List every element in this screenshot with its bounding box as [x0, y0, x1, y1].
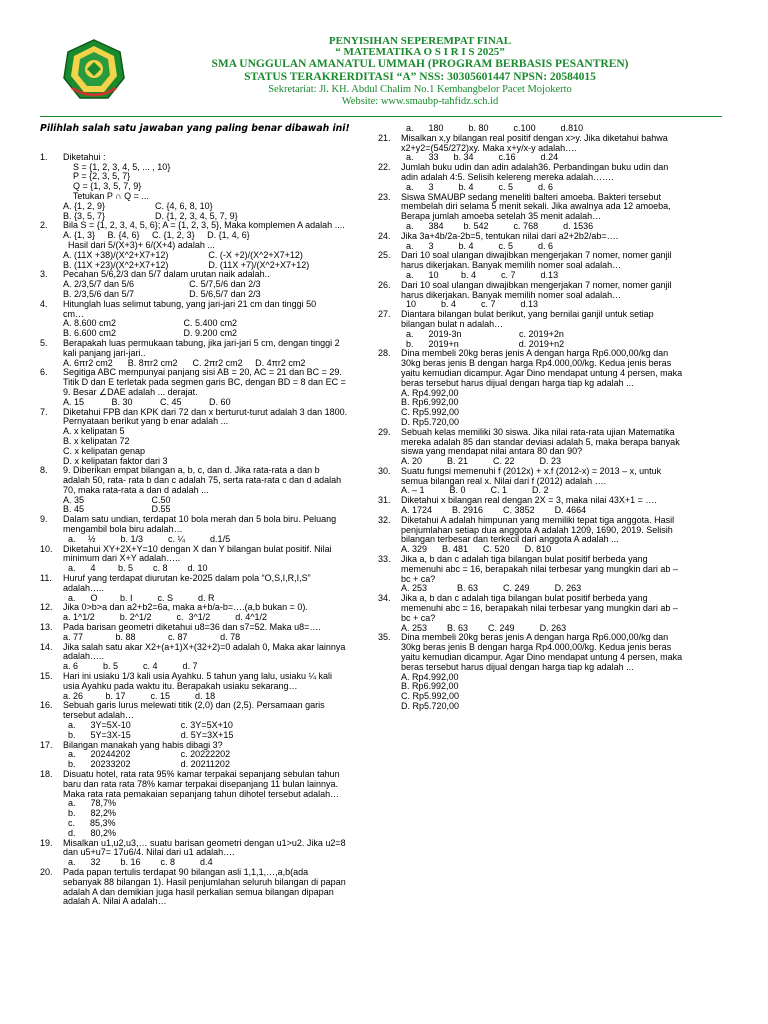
question-body [63, 545, 360, 574]
question-body [63, 300, 360, 339]
header-line-1: PENYISIHAN SEPEREMPAT FINAL [328, 35, 512, 47]
question-item [40, 408, 360, 467]
question-number: 28. [378, 348, 391, 359]
question-item [40, 270, 360, 299]
question-item [40, 545, 360, 574]
question-item [378, 428, 728, 467]
question-line: A. 253 B. 63 C. 249 D. 263 [401, 583, 582, 594]
question-line: a. 3 b. 4 c. 5 d. 6 [401, 181, 554, 192]
question-line: Pecahan 5/6,2/3 dan 5/7 dalam urutan naik adalah.. [63, 269, 270, 280]
question-body [401, 281, 728, 310]
question-line: membelah diri selama 5 menit sekali. Jika awalnya ada 12 amoeba, [401, 201, 671, 212]
question-body [63, 701, 360, 740]
question-line: adalah A dan demikian juga hasil perkalian semua bilangan dipapan [63, 886, 334, 897]
question-item [40, 741, 360, 770]
question-line: beras tersebut harus dijual dengan harga tiap kg adalah ... [401, 661, 634, 672]
question-item [40, 515, 360, 544]
question-line: Berapakah luas permukaan tabung, jika jari-jari 5 cm, dengan tinggi 2 [63, 337, 340, 348]
question-line: adalah….. [63, 582, 105, 593]
question-body [63, 270, 360, 299]
question-item [378, 251, 728, 280]
question-item [378, 193, 728, 232]
question-item [378, 633, 728, 711]
question-line: C. Rp5.992,00 [401, 407, 460, 418]
question-body [401, 594, 728, 633]
question-line: Jika a, b dan c adalah tiga bilangan bulat positif berbeda yang [401, 554, 648, 565]
header-divider [40, 116, 722, 117]
question-line: a. 33 b. 34 c.16 d.24 [401, 152, 559, 163]
question-body [63, 839, 360, 868]
question-number: 3. [40, 269, 48, 280]
question-line: D. Rp5.720,00 [401, 701, 460, 712]
right-column [378, 124, 728, 712]
question-line: memenuhi abc = 16, berapakah nilai terbesar yang mungkin dari ab – [401, 603, 678, 614]
question-number: 29. [378, 426, 391, 437]
question-number: 1. [40, 151, 48, 162]
question-line: Dina membeli 20kg beras jenis A dengan harga Rp6.000,00/kg dan [401, 348, 669, 359]
question-line: Hitunglah luas selimut tabung, yang jari-jari 21 cm dan tinggi 50 [63, 298, 317, 309]
question-line: adalah….. [63, 651, 105, 662]
question-line: baru dan rata rata 78% kamar terpakai disepanjang 11 bulan lainnya. [63, 778, 339, 789]
question-item [378, 310, 728, 349]
question-body [63, 770, 360, 839]
question-line: Jika salah satu akar X2+(a+1)X+(32+2)=0 adalah 0, Maka akar lainnya [63, 641, 346, 652]
question-line: Misalkan u1,u2,u3,… suatu barisan geometri dengan u1>u2. Jika u2=8 [63, 837, 346, 848]
question-line: A. 35 C.50 [63, 494, 171, 505]
question-line: B. 45 D.55 [63, 504, 171, 515]
question-body [401, 496, 728, 516]
question-line: a. 26 b. 17 c. 15 d. 18 [63, 690, 216, 701]
question-line: bilangan bulat n adalah… [401, 318, 504, 329]
question-line: a. 32 b. 16 c. 8 d.4 [63, 857, 213, 868]
question-line: P = {2, 3, 5, 7} [63, 171, 131, 182]
question-line: B. 6.600 cm2 D. 9.200 cm2 [63, 328, 238, 339]
question-number: 24. [378, 230, 391, 241]
question-line: memenuhi abc = 16, berapakah nilai terbesar yang mungkin dari ab – [401, 563, 678, 574]
question-number: 27. [378, 309, 391, 320]
question-line: a. 78,7% [63, 798, 117, 809]
question-body [401, 349, 728, 427]
question-line: d. 80,2% [63, 827, 117, 838]
question-number: 22. [378, 162, 391, 173]
question-item [40, 770, 360, 839]
question-body [63, 741, 360, 770]
question-item [40, 466, 360, 515]
question-line: siswa yang mendapat nilai antara 80 dan 90? [401, 446, 583, 457]
question-body [401, 134, 728, 163]
question-number: 21. [378, 132, 391, 143]
question-line: b. 5Y=3X-15 d. 5Y=3X+15 [63, 729, 234, 740]
question-number: 6. [40, 367, 48, 378]
question-line: b. 20233202 d. 20211202 [63, 759, 230, 770]
question-line: a. ½ b. 1/3 c. ¼ d.1/5 [63, 533, 231, 544]
question-body [63, 153, 360, 222]
question-item [378, 496, 728, 516]
question-line: Dalam satu undian, terdapat 10 bola merah dan 5 bola biru. Peluang [63, 514, 337, 525]
question-line: harus dikerjakan. Banyak memilih nomer soal adalah… [401, 260, 622, 271]
question-line: Pada barisan geometri diketahui u8=36 dan s7=52. Maka u8=…. [63, 622, 321, 633]
question-item [40, 623, 360, 643]
question-item [40, 339, 360, 368]
question-item [40, 368, 360, 407]
question-number: 19. [40, 837, 53, 848]
question-line: Diketahui : [63, 151, 106, 162]
question-body [63, 623, 360, 643]
question-body [63, 574, 360, 603]
question-number: 11. [40, 573, 52, 584]
question-item [40, 153, 360, 222]
question-line: a. 10 b. 4 c. 7 d.13 [401, 269, 559, 280]
question-line: 10 b. 4 c. 7 d.13 [401, 299, 539, 310]
question-line: 9. Besar ∠DAE adalah ... derajat. [63, 386, 198, 397]
question-line: A. 2/3,5/7 dan 5/6 C. 5/7,5/6 dan 2/3 [63, 279, 261, 290]
question-item [378, 467, 728, 496]
question-item [40, 672, 360, 701]
question-item [378, 163, 728, 192]
question-line: mereka adalah 85 dan standar deviasi adalah 5, maka berapa banyak [401, 436, 680, 447]
question-line: A. – 1 B. 0 C. 1 D. 2 [401, 485, 549, 496]
question-line: usia Ayahku pada waktu itu. Berapakah usiaku sekarang… [63, 680, 298, 691]
question-body [63, 408, 360, 467]
question-line: b. 2019+n d. 2019+n2 [401, 338, 565, 349]
question-item [378, 232, 728, 252]
option-line: a. 180 b. 80 c.100 d.810 [401, 123, 584, 133]
question-line: a. 20244202 c. 20222202 [63, 749, 231, 760]
question-line: semua bilangan real x. Nilai dari f (2012) adalah …. [401, 475, 607, 486]
question-line: Huruf yang terdapat diurutan ke-2025 dalam pola “O,S,I,R,I,S” [63, 573, 311, 584]
question-item [378, 516, 728, 555]
question-line: A. 253 B. 63 C. 249 D. 263 [401, 622, 567, 633]
header-line-4: STATUS TERAKRERDITASI “A” NSS: 30305601447 NPSN: 20584015 [244, 71, 596, 83]
question-line: Pada papan tertulis terdapat 90 bilangan asli 1,1,1,…,a,b(ada [63, 866, 309, 877]
question-line: C. x kelipatan genap [63, 445, 146, 456]
question-line: Segitiga ABC mempunyai panjang sisi AB = 20, AC = 21 dan BC = 29. [63, 367, 342, 378]
question-number: 20. [40, 866, 53, 877]
question-item [40, 300, 360, 339]
question-line: B. Rp6.992,00 [401, 681, 459, 692]
question-line: Bila S = {1, 2, 3, 4, 5, 6}; A = {1, 2, 3, 5}, Maka komplemen A adalah .... [63, 220, 345, 231]
question-line: 9. Diberikan empat bilangan a, b, c, dan d. Jika rata-rata a dan b [63, 465, 320, 476]
question-item [40, 701, 360, 740]
question-line: a. 2019-3n c. 2019+2n [401, 328, 564, 339]
question-line: A. 6πr2 cm2 B. 8πr2 cm2 C. 2πr2 cm2 D. 4πr2 cm2 [63, 357, 306, 368]
question-line: A. 8.600 cm2 C. 5.400 cm2 [63, 318, 238, 329]
question-line: Jika 0>b>a dan a2+b2=6a, maka a+b/a-b=….(a,b bukan = 0). [63, 602, 308, 613]
question-line: minimum dari X+Y adalah….. [63, 553, 181, 564]
question-body [63, 643, 360, 672]
question-number: 33. [378, 554, 391, 565]
question-line: B. Rp6.992,00 [401, 397, 459, 408]
question-number: 7. [40, 406, 48, 417]
question-body [401, 251, 728, 280]
question-line: a. 77 b. 88 c. 87 d. 78 [63, 631, 241, 642]
question-number: 5. [40, 337, 48, 348]
question-line: Maka rata rata pemakaian sepanjang tahun dihotel tersebut adalah… [63, 788, 340, 799]
question-line: harus dikerjakan. Banyak memilih nomer soal adalah… [401, 289, 622, 300]
question-line: A. 329 B. 481 C. 520 D. 810 [401, 544, 552, 555]
question-line: Berapa jumlah amoeba setelah 35 menit adalah… [401, 211, 602, 222]
question-line: dan u5+u7= 17u6/4. Nilai dari u1 adalah…. [63, 847, 235, 858]
question-line: Dari 10 soal ulangan diwajibkan mengerjakan 7 nomer, nomer ganjil [401, 279, 672, 290]
header-line-5: Sekretariat: Jl. KH. Abdul Chalim No.1 Kembangbelor Pacet Mojokerto [268, 84, 572, 95]
header-line-2: “ MATEMATIKA O S I R I S 2025” [335, 46, 505, 58]
question-line: A. 15 B. 30 C. 45 D. 60 [63, 396, 231, 407]
question-line: Sebuah kelas memiliki 30 siswa. Jika nilai rata-rata ujian Matematika [401, 426, 675, 437]
question-line: Pernyataan berikut yang b enar adalah ... [63, 416, 229, 427]
question-line: Diantara bilangan bulat berikut, yang bernilai ganjil untuk setiap [401, 309, 654, 320]
question-line: x2+y2=(545/272)xy. Maka x+y/x-y adalah…. [401, 142, 577, 153]
question-line: Jika 3a+4b/2a-2b=5, tentukan nilai dari a2+2b2/ab=…. [401, 230, 619, 241]
question-body [401, 193, 728, 232]
question-line: A. Rp4.992,00 [401, 671, 459, 682]
question-line: b. 82,2% [63, 808, 117, 819]
question-line: bc + ca? [401, 573, 436, 584]
question-number: 18. [40, 769, 53, 779]
question-body [401, 232, 728, 252]
question-line: Suatu fungsi memenuhi f (2012x) + x.f (2012-x) = 2013 – x, untuk [401, 465, 662, 476]
question-line: Siswa SMAUBP sedang meneliti balteri amoeba. Bakteri tersebut [401, 191, 661, 202]
question-number: 32. [378, 514, 391, 525]
question-line: kali panjang jari-jari.. [63, 347, 146, 358]
question-number: 17. [40, 739, 53, 750]
question-line: beras tersebut harus dijual dengan harga tiap kg adalah ... [401, 377, 634, 388]
question-line: 30kg beras jenis B dengan harga Rp4.000,00/kg. Kedua jenis beras [401, 642, 672, 653]
question-line: adin adalah 4:5. Selisih kelereng mereka adalah……. [401, 171, 614, 182]
question-line: A. 20 B. 21 C. 22 D. 23 [401, 456, 562, 467]
question-item [40, 643, 360, 672]
question-line: tersebut adalah… [63, 710, 135, 721]
question-line: 30kg beras jenis B dengan harga Rp4.000,00/kg. Kedua jenis beras [401, 358, 672, 369]
question-item [40, 868, 360, 907]
question-line: Misalkan x,y bilangan real positif dengan x>y. Jika diketahui bahwa [401, 132, 668, 143]
question-item [378, 555, 728, 594]
question-line: A. (11X +38)/(X^2+X7+12) C. (-X +2)/(X^2+X7+12) [63, 249, 303, 260]
question-line: bilangan terbesar dan terkecil dari anggota A adalah ... [401, 534, 619, 545]
question-body [63, 515, 360, 544]
question-line: adalah A. Nilai A adalah… [63, 896, 167, 907]
question-line: D. Rp5.720,00 [401, 416, 460, 427]
question-number: 26. [378, 279, 391, 290]
question-line: adalah 50, rata- rata b dan c adalah 75, serta rata-rata c dan d adalah [63, 475, 342, 486]
header-line-6: Website: www.smaubp-tahfidz.sch.id [341, 96, 499, 107]
question-line: Tetukan P ∩ Q = ... [63, 190, 149, 201]
question-number: 25. [378, 250, 391, 261]
question-number: 9. [40, 514, 48, 525]
question-line: bc + ca? [401, 612, 436, 623]
question-body [63, 868, 360, 907]
question-line: D. x kelipatan faktor dari 3 [63, 455, 168, 466]
question-item [40, 839, 360, 868]
question-body [401, 163, 728, 192]
question-line: Sebuah garis lurus melewati titik (2,0) dan (2,5). Persamaan garis [63, 700, 325, 711]
question-line: penjumlahan setiap dua anggota A adalah 1209, 1690, 2019. Selisih [401, 524, 673, 535]
question-number: 16. [40, 700, 53, 711]
question-line: Diketahui A adalah himpunan yang memiliki tepat tiga anggota. Hasil [401, 514, 675, 525]
question-line: a. 3 b. 4 c. 5 d. 6 [401, 240, 554, 251]
question-line: sebanyak 88 bilangan 1). Hasil penjumlahan seluruh bilangan di papan [63, 876, 346, 887]
question-number: 30. [378, 465, 391, 476]
question-body [63, 221, 360, 270]
question-line: Hasil dari 5/(X+3)+ 6/(X+4) adalah ... [63, 239, 215, 250]
question-line: a. 3Y=5X-10 c. 3Y=5X+10 [63, 720, 233, 731]
question-line: A. x kelipatan 5 [63, 426, 125, 437]
question-body [63, 368, 360, 407]
question-line: c. 85,3% [63, 817, 116, 828]
question-line: S = {1, 2, 3, 4, 5, ... , 10} [63, 161, 171, 172]
question-body [63, 603, 360, 623]
question-number: 15. [40, 671, 53, 682]
question-line: Jumlah buku udin dan adin adalah36. Perbandingan buku udin dan [401, 162, 669, 173]
question-body [401, 467, 728, 496]
question-number: 13. [40, 622, 53, 633]
question-number: 10. [40, 543, 53, 554]
school-logo-icon [62, 38, 126, 102]
question-line: a. 6 b. 5 c. 4 d. 7 [63, 661, 198, 672]
question-body [63, 672, 360, 701]
question-number: 23. [378, 191, 391, 202]
question-line: yaitu kemudian dicampur. Agar Dino mendapat untung 4 persen, maka [401, 652, 683, 663]
question-line: Diketahui FPB dan KPK dari 72 dan x berturut-turut adalah 3 dan 1800. [63, 406, 348, 417]
question-body [401, 633, 728, 711]
question-line: a. 4 b. 5 c. 8 d. 10 [63, 563, 208, 574]
question-body [401, 428, 728, 467]
question-line: C. Rp5.992,00 [401, 691, 460, 702]
question-line: Titik D dan E terletak pada segmen garis BC, dengan BD = 8 dan EC = [63, 377, 346, 388]
left-column [40, 124, 360, 907]
question-line: Disuatu hotel, rata rata 95% kamar terpakai sepanjang sebulan tahun [63, 769, 340, 779]
question-line: a. O b. I c. S d. R [63, 592, 215, 603]
question-line: Bilangan manakah yang habis dibagi 3? [63, 739, 223, 750]
question-number: 8. [40, 465, 48, 476]
question-body [63, 339, 360, 368]
question-line: A. {1, 2, 9} C. {4, 6, 8, 10} [63, 200, 213, 211]
header-line-3: SMA UNGGULAN AMANATUL UMMAH (PROGRAM BERBASIS PESANTREN) [211, 58, 629, 70]
question-body [401, 310, 728, 349]
question-number: 4. [40, 298, 48, 309]
question-line: B. 2/3,5/6 dan 5/7 D. 5/6,5/7 dan 2/3 [63, 288, 261, 299]
question-number: 2. [40, 220, 48, 231]
question-item [378, 134, 728, 163]
question-line: A. {1, 3} B. {4, 6} C. {1, 2, 3} D. {1, 4, 6} [63, 230, 250, 241]
question-body [63, 466, 360, 515]
question-item [378, 594, 728, 633]
question-line: Dina membeli 20kg beras jenis A dengan harga Rp6.000,00/kg dan [401, 632, 669, 643]
question-line: B. {3, 5, 7} D. {1, 2, 3, 4, 5, 7, 9} [63, 210, 238, 221]
question-line: cm… [63, 308, 84, 319]
question-line: a. 384 b. 542 c. 768 d. 1536 [401, 220, 594, 231]
question-item [40, 574, 360, 603]
question-line: A. 1724 B. 2916 C. 3852 D. 4664 [401, 505, 587, 516]
question-item [378, 349, 728, 427]
question-item [40, 603, 360, 623]
question-number: 12. [40, 602, 53, 613]
letterhead [0, 0, 768, 118]
question-line: 70, maka rata-rata a dan d adalah ... [63, 484, 209, 495]
question-number: 31. [378, 495, 391, 506]
question-line: Hari ini usiaku 1/3 kali usia Ayahku. 5 tahun yang lalu, usiaku ¼ kali [63, 671, 332, 682]
question-line: mengambil bola biru adalah… [63, 524, 183, 535]
instruction: Pilihlah salah satu jawaban yang paling benar dibawah ini! [40, 123, 350, 134]
question-line: Dari 10 soal ulangan diwajibkan mengerjakan 7 nomer, nomer ganjil [401, 250, 672, 261]
question-number: 34. [378, 593, 391, 604]
question-number: 35. [378, 632, 391, 643]
question-line: Diketahui x bilangan real dengan 2X = 3, maka nilai 43X+1 = …. [401, 495, 657, 506]
question-item [378, 281, 728, 310]
question-line: a. 1^1/2 b. 2^1/2 c. 3^1/2 d. 4^1/2 [63, 612, 267, 623]
question-line: yaitu kemudian dicampur. Agar Dino mendapat untung 4 persen, maka [401, 367, 683, 378]
question-line: Jika a, b dan c adalah tiga bilangan bulat positif berbeda yang [401, 593, 648, 604]
question-line: Q = {1, 3, 5, 7, 9} [63, 181, 142, 192]
question-item [40, 221, 360, 270]
question-line: A. Rp4.992,00 [401, 387, 459, 398]
question-line: Diketahui XY+2X+Y=10 dengan X dan Y bilangan bulat positif. Nilai [63, 543, 332, 554]
question-body [401, 516, 728, 555]
question-body [401, 555, 728, 594]
question-line: B. (11X +23)/(X^2+X7+12) D. (11X +7)/(X^2+X7+12) [63, 259, 310, 270]
question-number: 14. [40, 641, 53, 652]
question-line: B. x kelipatan 72 [63, 435, 130, 446]
